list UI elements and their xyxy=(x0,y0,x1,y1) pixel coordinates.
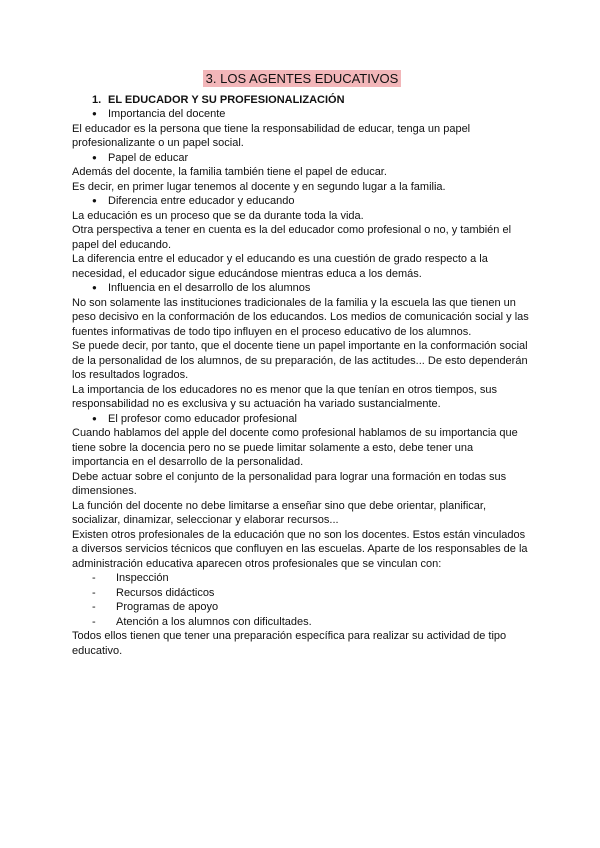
paragraph: La importancia de los educadores no es menor que la que tenían en otros tiempos, sus responsabilidad no es exclusiva y su actuación ha variado sustancialmente. xyxy=(72,383,497,410)
dash-marker: - xyxy=(92,572,96,584)
bullet-item xyxy=(92,412,532,427)
dash-list-item xyxy=(92,600,532,615)
bullet-marker: ● xyxy=(92,413,97,423)
dash-marker: - xyxy=(92,586,96,599)
dash-text: Inspección xyxy=(116,572,169,584)
paragraph: La diferencia entre el educador y el educando es una cuestión de grado respecto a la necesidad, el educador sigue educándose mientras educa a los demás. xyxy=(72,253,488,280)
closing-paragraph: Todos ellos tienen que tener una preparación específica para realizar su actividad de tipo educativo. xyxy=(72,630,507,657)
section-label: EL EDUCADOR Y SU PROFESIONALIZACIÓN xyxy=(108,93,345,106)
dash-text: Recursos didácticos xyxy=(116,586,215,599)
bullet-text: Importancia del docente xyxy=(108,108,226,120)
bullet-text: El profesor como educador profesional xyxy=(108,412,297,425)
paragraph: Se puede decir, por tanto, que el docente tiene un papel importante en la conformación social de la personalidad de los alumnos, de su preparación, de las actitudes... De esto dependerán los resultados logrados. xyxy=(72,340,528,381)
paragraph: Otra perspectiva a tener en cuenta es la del educador como profesional o no, y también el papel del educando. xyxy=(72,224,512,251)
content-body xyxy=(72,107,532,658)
paragraph: El educador es la persona que tiene la responsabilidad de educar, tenga un papel profesionalizante o un papel social. xyxy=(72,122,471,149)
bullet-text: Diferencia entre educador y educando xyxy=(108,195,295,207)
paragraph: Además del docente, la familia también tiene el papel de educar. xyxy=(72,166,387,178)
bullet-item xyxy=(92,194,532,209)
dash-list-item xyxy=(92,615,532,630)
bullet-marker: ● xyxy=(92,152,97,162)
bullet-item xyxy=(92,107,532,122)
bullet-text: Papel de educar xyxy=(108,151,189,164)
bullet-item xyxy=(92,151,532,166)
bullet-text: Influencia en el desarrollo de los alumnos xyxy=(108,282,311,294)
bullet-item xyxy=(92,281,532,296)
bullet-marker: ● xyxy=(92,196,97,205)
section-number: 1. xyxy=(92,93,102,106)
bullet-marker: ● xyxy=(92,109,97,118)
dash-text: Atención a los alumnos con dificultades. xyxy=(116,615,312,628)
dash-marker: - xyxy=(92,615,96,628)
paragraph: Es decir, en primer lugar tenemos al docente y en segundo lugar a la familia. xyxy=(72,180,446,193)
paragraph: Existen otros profesionales de la educación que no son los docentes. Estos están vinculados a diversos servicios técnicos que confluyen en las escuelas. Aparte de los responsables de la administración educativa aparecen otros profesionales que se vinculan con: xyxy=(72,528,528,570)
paragraph: La función del docente no debe limitarse a enseñar sino que debe orientar, planificar, socializar, dinamizar, seleccionar y elaborar recursos... xyxy=(72,499,487,526)
paragraph: Cuando hablamos del apple del docente como profesional hablamos de su importancia que tiene sobre la docencia pero no se puede limitar solamente a esto, debe tener una importancia en el desarrollo de la personalidad. xyxy=(72,427,518,468)
dash-marker: - xyxy=(92,601,96,613)
document-title: 3. LOS AGENTES EDUCATIVOS xyxy=(203,70,402,87)
bullet-marker: ● xyxy=(92,283,97,292)
paragraph: No son solamente las instituciones tradicionales de la familia y la escuela las que tienen un peso decisivo en la conformación de los educandos. Los medios de comunicación social y las fuentes informativas de todo tipo influyen en el proceso educativo de los alumnos. xyxy=(72,296,529,338)
paragraph: Debe actuar sobre el conjunto de la personalidad para lograr una formación en todas sus dimensiones. xyxy=(72,470,507,497)
dash-text: Programas de apoyo xyxy=(116,601,219,613)
section-heading xyxy=(92,93,532,108)
paragraph: La educación es un proceso que se da durante toda la vida. xyxy=(72,209,364,222)
dash-list-item xyxy=(92,571,532,586)
document-page xyxy=(72,70,532,658)
dash-list-item xyxy=(92,586,532,601)
title-wrap xyxy=(72,70,532,88)
